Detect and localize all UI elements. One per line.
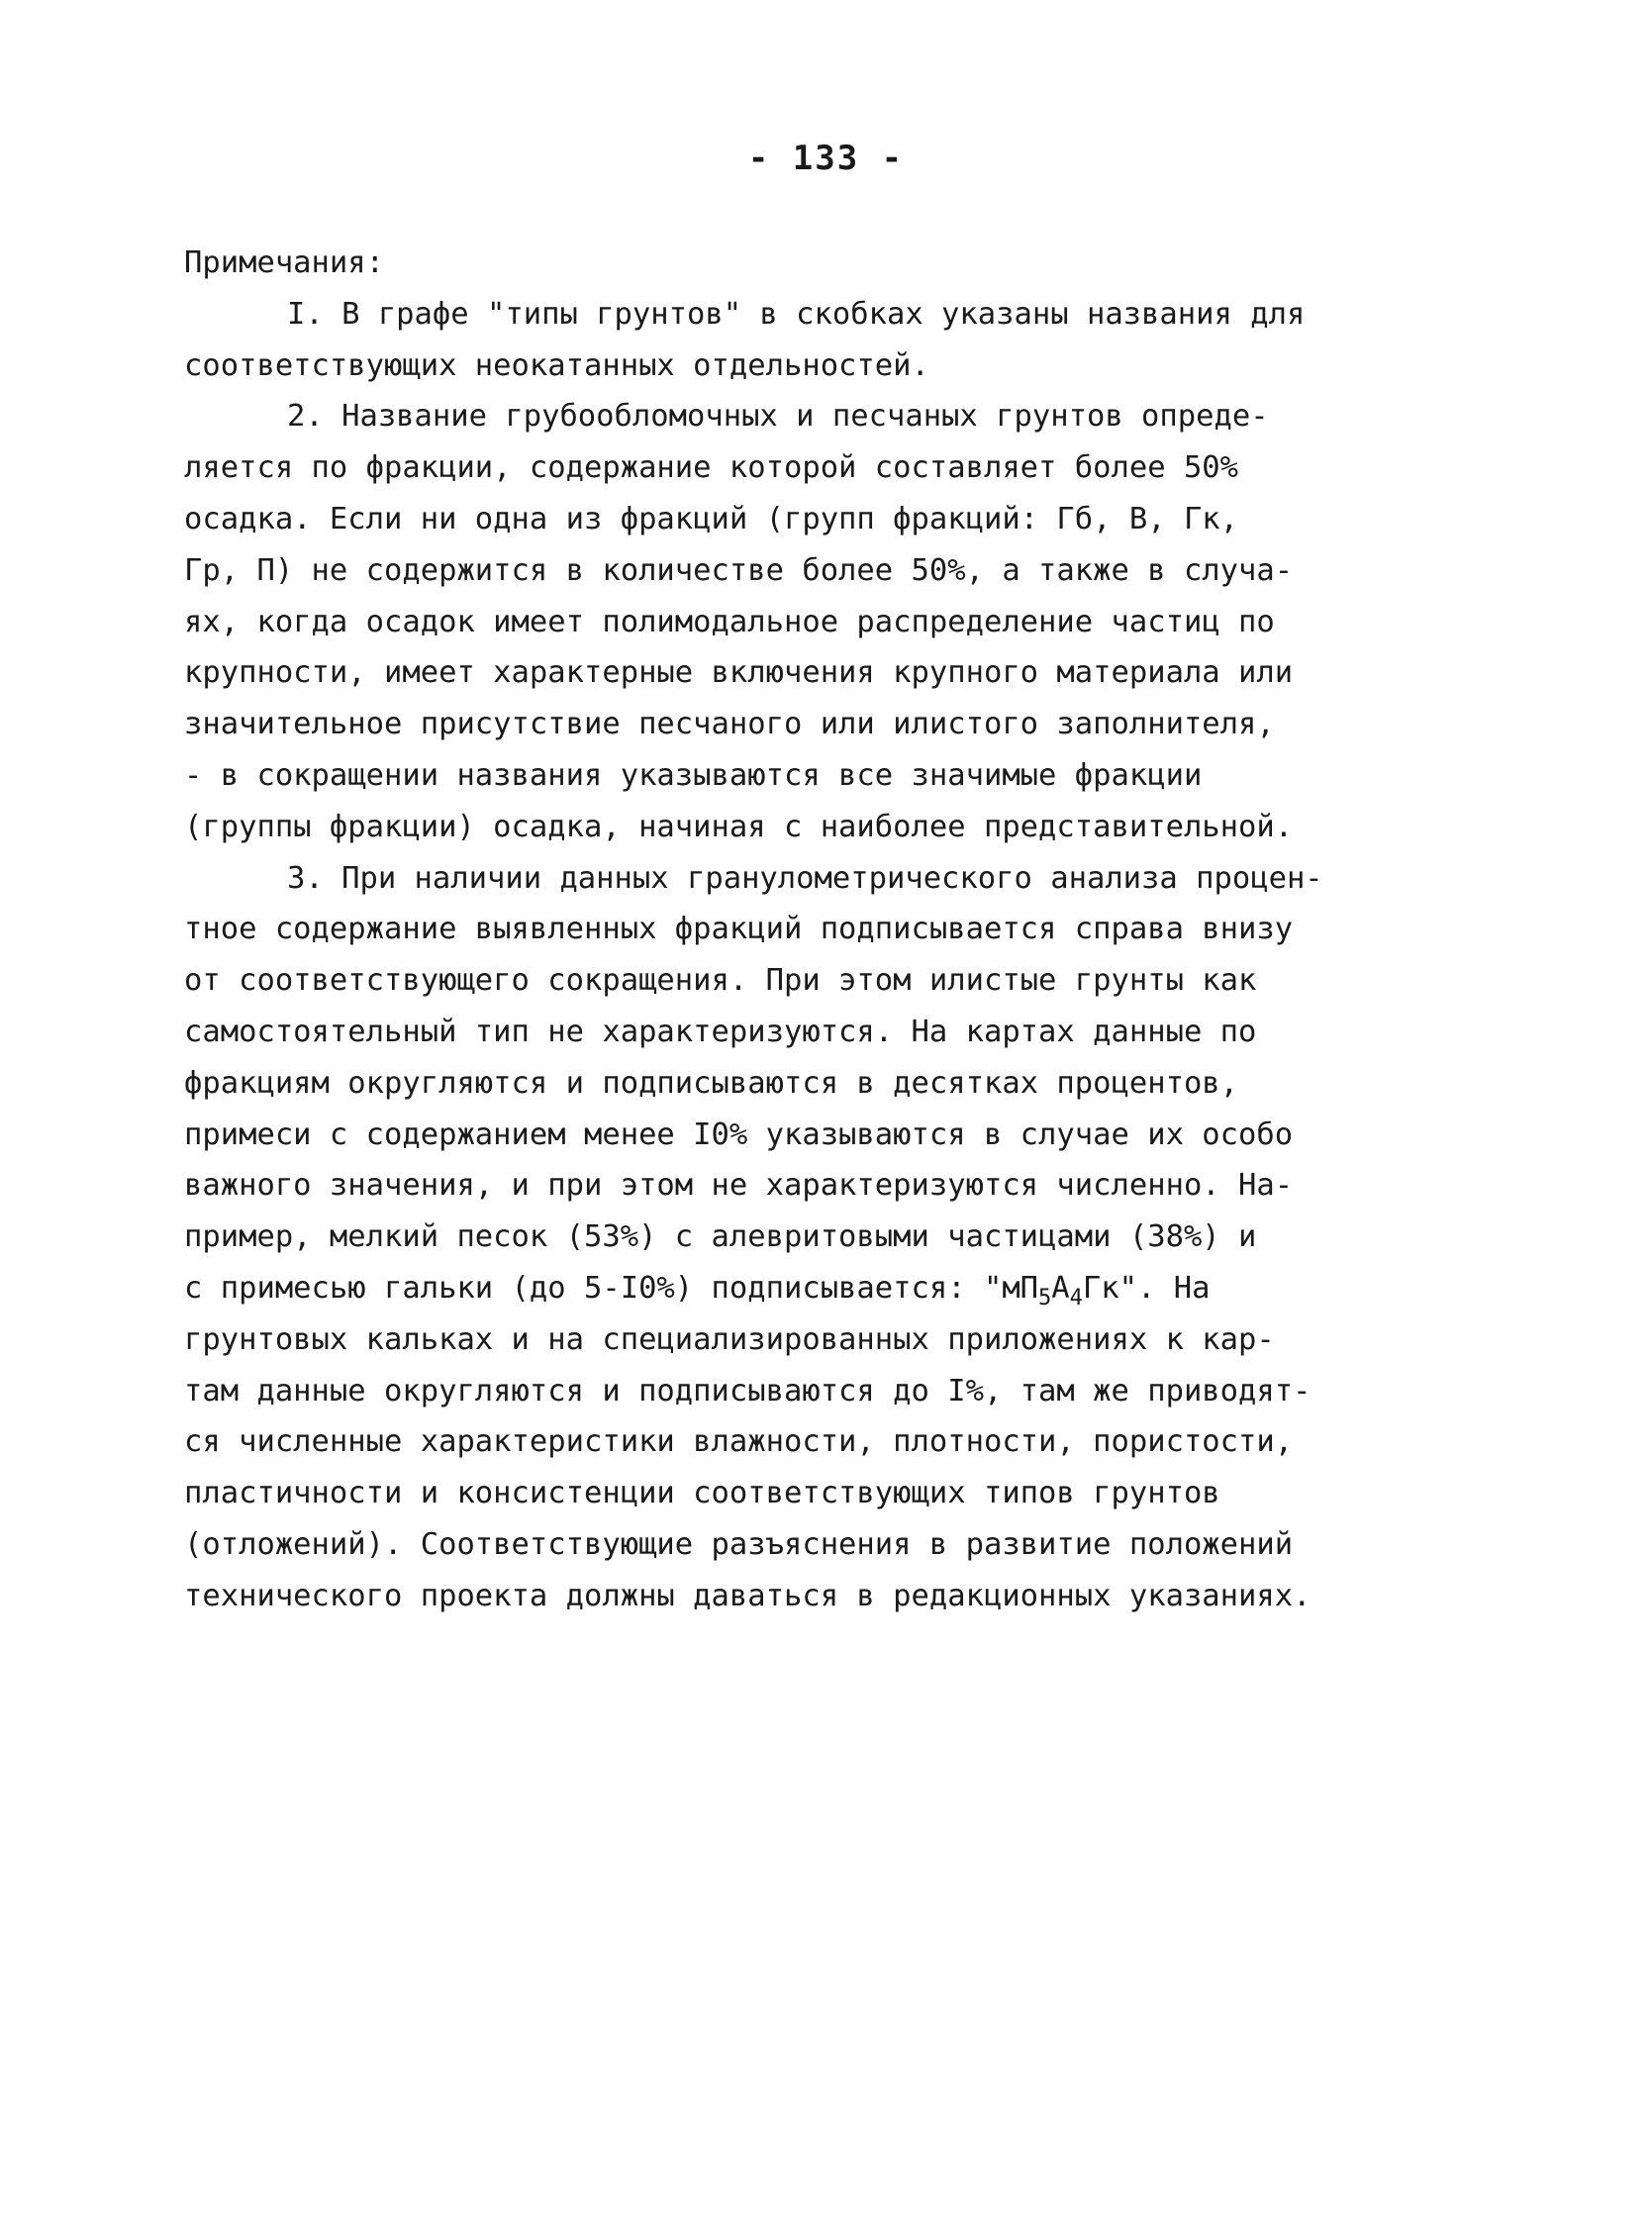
text-line: ляется по фракции, содержание которой составляет более 50% bbox=[184, 450, 1239, 486]
notes-heading: Примечания: bbox=[184, 245, 384, 280]
text-line: грунтовых кальках и на специализированных приложениях к кар- bbox=[184, 1321, 1275, 1357]
text-line: I. В графе "типы грунтов" в скобках указаны названия для bbox=[287, 296, 1306, 332]
text-line: Гр, П) не содержится в количестве более 50%, а также в случа- bbox=[184, 552, 1294, 588]
formula-text-mid: А bbox=[1051, 1270, 1070, 1306]
text-line: крупности, имеет характерные включения крупного материала или bbox=[184, 655, 1294, 691]
notes-lines-after bbox=[184, 1314, 1471, 1622]
notes-text-block bbox=[184, 238, 1471, 1622]
text-line: значительное присутствие песчаного или илистого заполнителя, bbox=[184, 707, 1275, 742]
text-line: (группы фракции) осадка, начиная с наиболее представительной. bbox=[184, 809, 1294, 844]
text-line: - в сокращении названия указываются все значимые фракции bbox=[184, 757, 1203, 793]
text-line: 3. При наличии данных гранулометрического анализа процен- bbox=[287, 860, 1323, 896]
text-line: там данные округляются и подписываются до I%, там же приводят- bbox=[184, 1373, 1312, 1408]
text-line: примеси с содержанием менее I0% указываются в случае их особо bbox=[184, 1117, 1294, 1152]
text-line: осадка. Если ни одна из фракций (групп фракций: Гб, В, Гк, bbox=[184, 501, 1239, 536]
formula-text-before: с примесью гальки (до 5-I0%) подписывается: "мП bbox=[184, 1270, 1039, 1306]
formula-line bbox=[184, 1263, 1471, 1314]
formula-subscript-2: 4 bbox=[1069, 1285, 1083, 1311]
text-line: (отложений). Соответствующие разъяснения в развитие положений bbox=[184, 1526, 1294, 1562]
text-line: тное содержание выявленных фракций подписывается справа внизу bbox=[184, 912, 1294, 947]
text-line: от соответствующего сокращения. При этом илистые грунты как bbox=[184, 963, 1257, 999]
text-line: ях, когда осадок имеет полимодальное распределение частиц по bbox=[184, 604, 1275, 639]
text-line: ся численные характеристики влажности, плотности, пористости, bbox=[184, 1424, 1294, 1460]
text-line: пример, мелкий песок (53%) с алевритовыми частицами (38%) и bbox=[184, 1219, 1257, 1255]
text-line: 2. Название грубообломочных и песчаных грунтов опреде- bbox=[287, 399, 1269, 435]
formula-subscript-1: 5 bbox=[1038, 1285, 1052, 1311]
text-line: пластичности и консистенции соответствующих типов грунтов bbox=[184, 1476, 1220, 1511]
text-line: самостоятельный тип не характеризуются. На картах данные по bbox=[184, 1014, 1257, 1049]
page-number: - 133 - bbox=[747, 139, 905, 178]
notes-lines bbox=[184, 289, 1471, 1263]
text-line: технического проекта должны даваться в редакционных указаниях. bbox=[184, 1578, 1312, 1613]
text-line: важного значения, и при этом не характеризуются численно. На- bbox=[184, 1168, 1294, 1204]
formula-text-after: Гк". На bbox=[1082, 1270, 1211, 1306]
text-line: фракциям округляются и подписываются в десятках процентов, bbox=[184, 1065, 1239, 1101]
text-line: соответствующих неокатанных отдельностей. bbox=[184, 347, 929, 383]
